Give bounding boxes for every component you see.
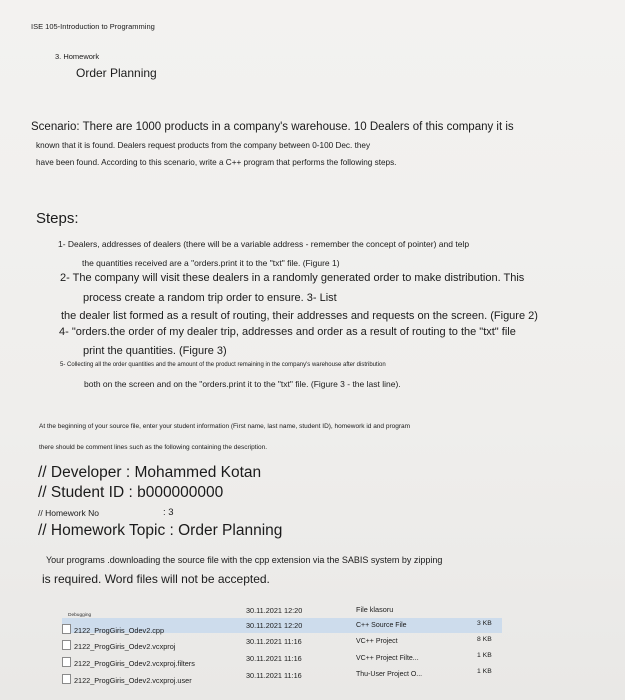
- file-row[interactable]: [62, 674, 192, 685]
- comment-developer: // Developer : Mohammed Kotan: [38, 464, 262, 481]
- step-4-line-1: 4- "orders.the order of my dealer trip, addresses and order as a result of routing to the "txt" file: [59, 326, 516, 338]
- steps-heading: Steps:: [36, 210, 79, 227]
- comment-homework-topic: // Homework Topic : Order Planning: [38, 522, 283, 539]
- file-row[interactable]: [62, 657, 195, 668]
- step-1-line-1: 1- Dealers, addresses of dealers (there will be a variable address - remember the concept of pointer) and telp: [58, 239, 470, 249]
- file-name: 2122_ProgGiris_Odev2.vcxproj: [74, 642, 176, 651]
- file-date: 30.11.2021 11:16: [246, 637, 302, 646]
- file-type: VC++ Project: [356, 638, 398, 645]
- comment-homework-no-value: : 3: [163, 507, 174, 518]
- file-size: 1 KB: [477, 652, 492, 659]
- file-row[interactable]: [62, 640, 175, 651]
- file-date: 30.11.2021 11:16: [246, 654, 302, 663]
- file-size: 3 KB: [477, 620, 492, 627]
- scenario-line-2: known that it is found. Dealers request products from the company between 0-100 Dec. they: [36, 141, 371, 150]
- course-header: ISE 105-Introduction to Programming: [31, 22, 155, 31]
- cpp-file-icon: [62, 624, 71, 634]
- folder-type: File klasoru: [356, 605, 394, 614]
- scenario-line-1: Scenario: There are 1000 products in a company's warehouse. 10 Dealers of this company it is: [31, 121, 514, 133]
- step-1-line-2: the quantities received are a "orders.print it to the "txt" file. (Figure 1): [82, 258, 340, 268]
- comment-homework-no-label: // Homework No: [38, 508, 99, 518]
- scenario-line-3: have been found. According to this scenario, write a C++ program that performs the following steps.: [36, 158, 397, 167]
- file-size: 8 KB: [477, 636, 492, 643]
- file-name: 2122_ProgGiris_Odev2.cpp: [74, 626, 165, 635]
- file-date: 30.11.2021 12:20: [246, 621, 303, 630]
- project-file-icon: [62, 640, 71, 650]
- file-type: VC++ Project Filte...: [356, 655, 419, 662]
- file-date: 30.11.2021 11:16: [246, 671, 302, 680]
- filters-file-icon: [62, 657, 71, 667]
- homework-number: 3. Homework: [55, 52, 100, 61]
- instruction-line-1: At the beginning of your source file, enter your student information (First name, last name, student ID), homework id and program: [39, 423, 411, 430]
- file-size: 1 KB: [477, 668, 492, 675]
- submission-line-2: is required. Word files will not be accepted.: [42, 572, 270, 586]
- folder-name[interactable]: Debugging: [68, 613, 92, 618]
- instruction-line-2: there should be comment lines such as the following containing the description.: [39, 444, 267, 451]
- comment-student-id: // Student ID : b000000000: [38, 484, 224, 501]
- step-2-line-1: 2- The company will visit these dealers in a randomly generated order to make distribution. This: [60, 272, 525, 284]
- file-explorer-screenshot: [56, 600, 500, 694]
- homework-title: Order Planning: [76, 66, 157, 80]
- step-5-line-2: both on the screen and on the "orders.print it to the "txt" file. (Figure 3 - the last line).: [84, 379, 401, 389]
- step-2-line-2: process create a random trip order to ensure. 3- List: [83, 292, 337, 304]
- submission-line-1: Your programs .downloading the source file with the cpp extension via the SABIS system by zipping: [46, 555, 443, 565]
- step-3-line: the dealer list formed as a result of routing, their addresses and requests on the screen. (Figure 2): [61, 310, 538, 322]
- file-name: 2122_ProgGiris_Odev2.vcxproj.user: [74, 676, 192, 685]
- step-4-line-2: print the quantities. (Figure 3): [83, 345, 227, 357]
- folder-date: 30.11.2021 12:20: [246, 606, 303, 615]
- file-type: Thu-User Project O...: [356, 671, 423, 678]
- file-row[interactable]: [62, 624, 164, 635]
- file-name: 2122_ProgGiris_Odev2.vcxproj.filters: [74, 659, 195, 668]
- user-file-icon: [62, 674, 71, 684]
- step-5-line-1: 5- Collecting all the order quantities and the amount of the product remaining in the company's warehouse after distribution: [60, 362, 386, 368]
- file-type: C++ Source File: [356, 622, 407, 629]
